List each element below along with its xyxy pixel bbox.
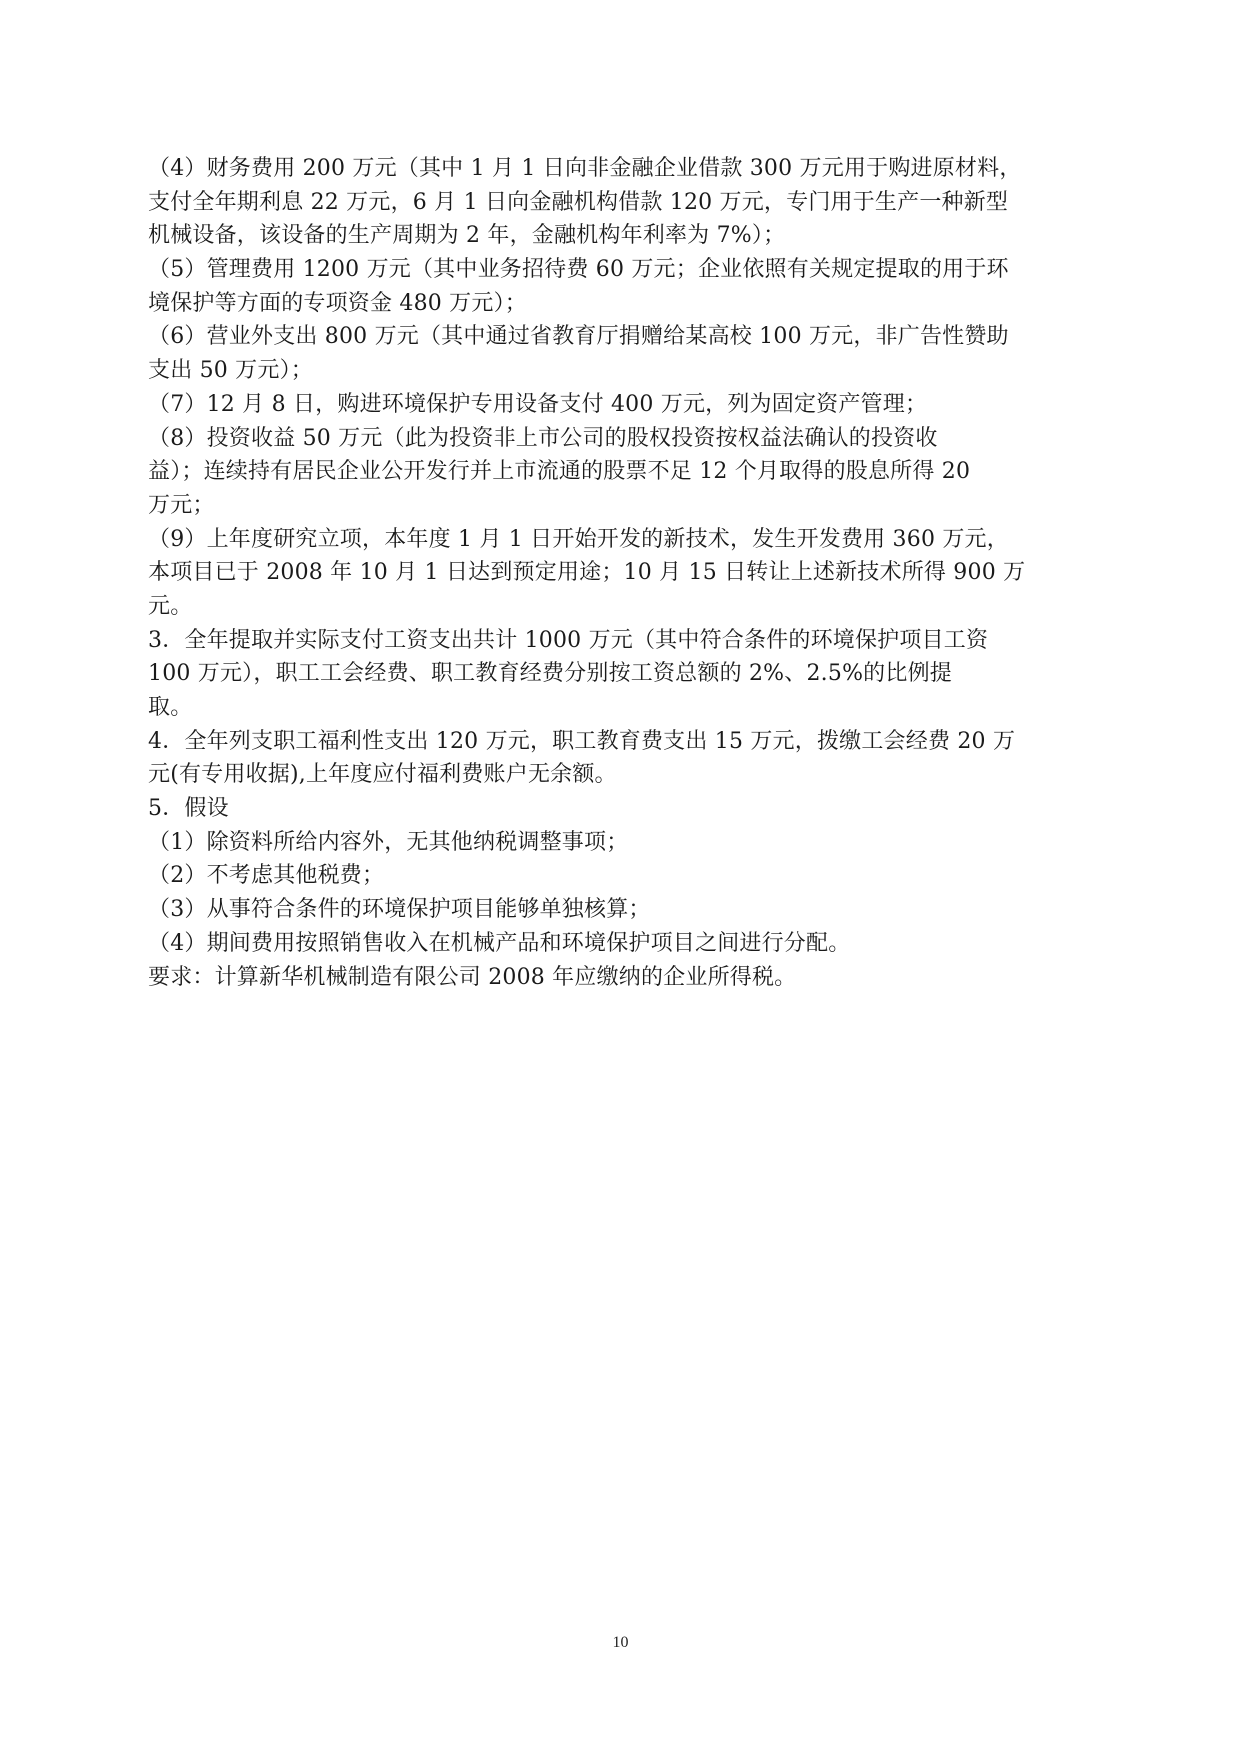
text-line: 3．全年提取并实际支付工资支出共计 1000 万元（其中符合条件的环境保护项目工资 <box>148 627 989 653</box>
text-line: 本项目已于 2008 年 10 月 1 日达到预定用途；10 月 15 日转让上述新技术所得 900 万 <box>148 560 1026 586</box>
text-line: （2）不考虑其他税费； <box>148 863 385 889</box>
text-line: （1）除资料所给内容外，无其他纳税调整事项； <box>148 829 629 855</box>
text-line: 支出 50 万元）； <box>148 358 313 384</box>
text-line: 元。 <box>148 593 193 619</box>
text-line: 境保护等方面的专项资金 480 万元）； <box>148 290 527 316</box>
text-line: 元(有专用收据),上年度应付福利费账户无余额。 <box>148 762 617 788</box>
text-line: （4）期间费用按照销售收入在机械产品和环境保护项目之间进行分配。 <box>148 930 851 956</box>
text-line: 5．假设 <box>148 796 229 822</box>
text-line: 支付全年期利息 22 万元，6 月 1 日向金融机构借款 120 万元，专门用于生产一种新型 <box>148 189 1009 215</box>
text-line: （9）上年度研究立项，本年度 1 月 1 日开始开发的新技术，发生开发费用 360 万元， <box>148 526 1009 552</box>
text-line: （7）12 月 8 日，购进环境保护专用设备支付 400 万元，列为固定资产管理； <box>148 391 928 417</box>
text-line: 机械设备，该设备的生产周期为 2 年，金融机构年利率为 7%）； <box>148 223 786 249</box>
text-line: （4）财务费用 200 万元（其中 1 月 1 日向非金融企业借款 300 万元用于购进原材料， <box>148 156 1022 181</box>
text-line: 万元； <box>148 492 215 518</box>
document-body <box>148 152 1098 994</box>
text-line: 4．全年列支职工福利性支出 120 万元，职工教育费支出 15 万元，拨缴工会经费 20 万 <box>148 728 1016 754</box>
text-line: （5）管理费用 1200 万元（其中业务招待费 60 万元；企业依照有关规定提取的用于环 <box>148 257 1009 283</box>
text-line: 要求：计算新华机械制造有限公司 2008 年应缴纳的企业所得税。 <box>148 964 797 990</box>
text-line: 100 万元），职工工会经费、职工教育经费分别按工资总额的 2%、2.5%的比例提 <box>148 661 952 687</box>
text-line: （8）投资收益 50 万元（此为投资非上市公司的股权投资按权益法确认的投资收 <box>148 425 938 451</box>
text-line: 取。 <box>148 695 193 720</box>
text-line: 益）；连续持有居民企业公开发行并上市流通的股票不足 12 个月取得的股息所得 20 <box>148 459 971 485</box>
page-number: 10 <box>612 1634 629 1651</box>
text-line: （6）营业外支出 800 万元（其中通过省教育厅捐赠给某高校 100 万元，非广告性赞助 <box>148 324 1009 350</box>
text-line: （3）从事符合条件的环境保护项目能够单独核算； <box>148 897 651 923</box>
